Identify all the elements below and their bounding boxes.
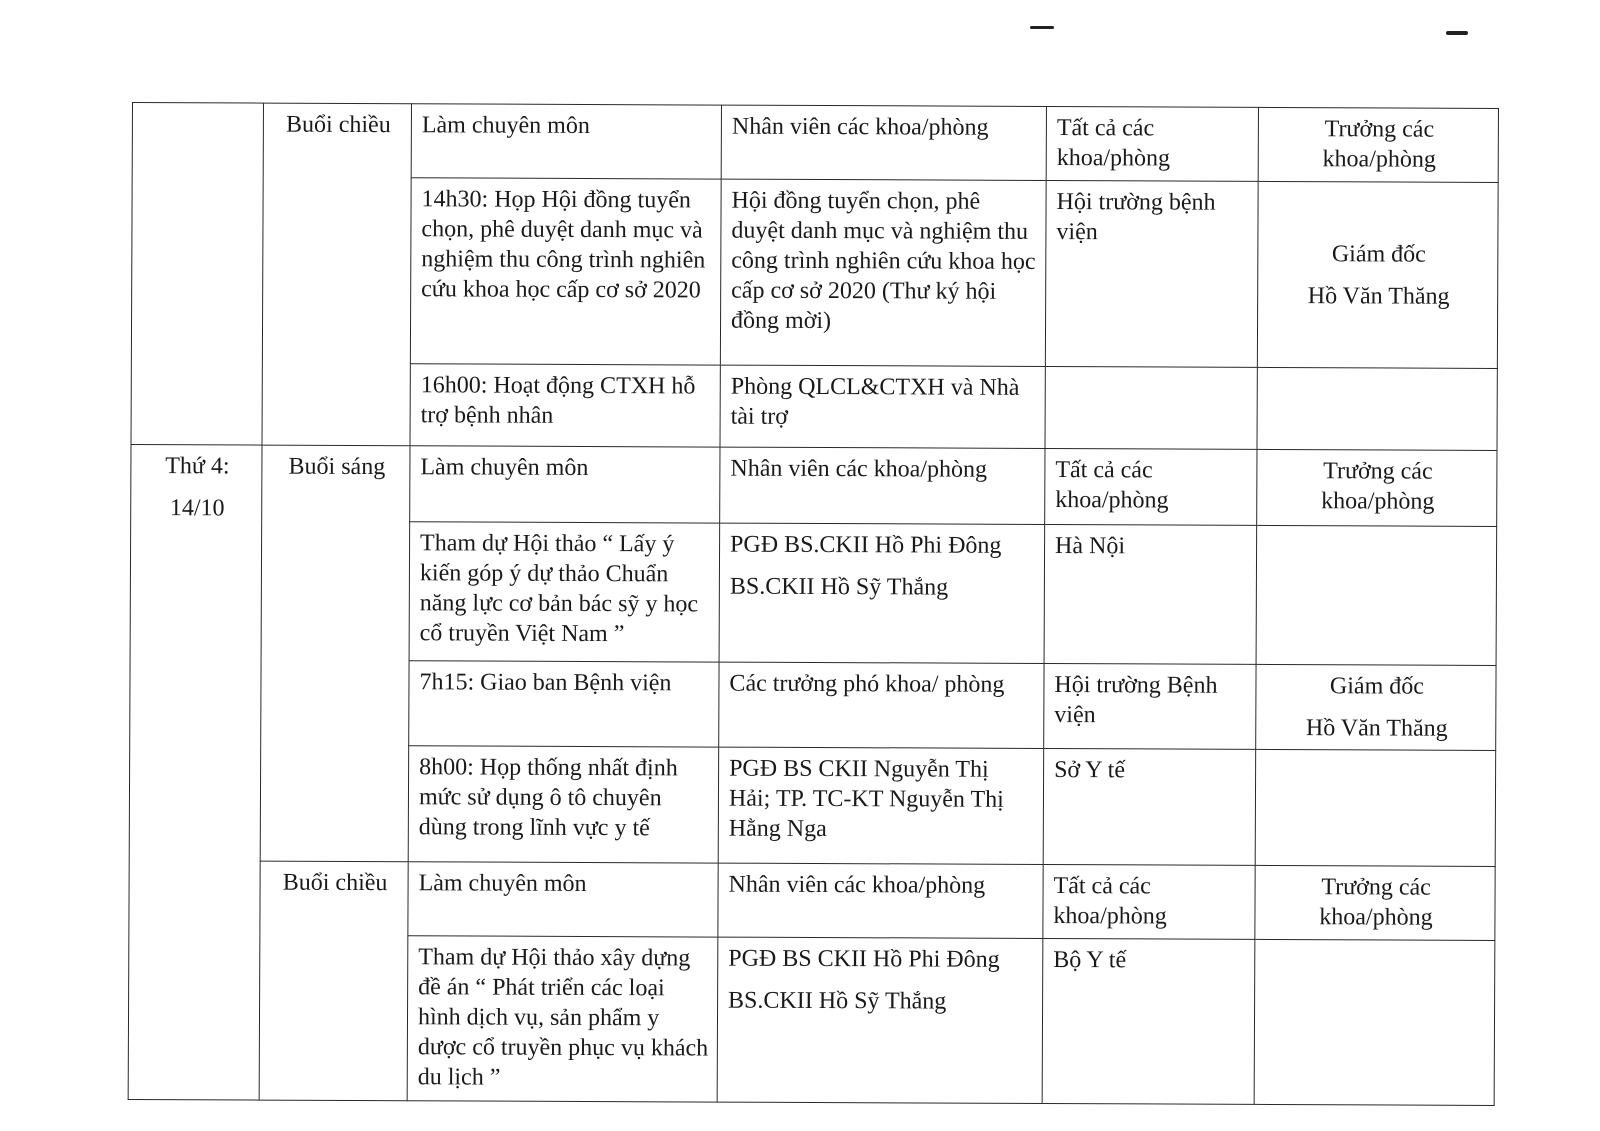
content-cell: Tham dự Hội thảo xây dựng đề án “ Phát triển các loại hình dịch vụ, sản phẩm y dược cổ truyền phục vụ khách du lịch ”: [407, 936, 718, 1102]
schedule-row: [129, 861, 1495, 941]
leader-title: Giám đốc: [1331, 241, 1426, 268]
leader-cell: [1256, 525, 1497, 665]
location-cell: Hội trường bệnh viện: [1045, 180, 1258, 367]
participants-cell: Hội đồng tuyển chọn, phê duyệt danh mục và nghiệm thu công trình nghiên cứu khoa học cấp cơ sở 2020 (Thư ký hội đồng mời): [720, 179, 1046, 367]
leader-cell: [1256, 664, 1496, 750]
location-cell: Hội trường Bệnh viện: [1044, 663, 1256, 749]
scan-mark: [1030, 26, 1054, 29]
schedule-row: [131, 444, 1497, 526]
content-cell: 8h00: Họp thống nhất định mức sử dụng ô tô chuyên dùng trong lĩnh vực y tế: [408, 745, 719, 863]
day-cell: [128, 444, 262, 1100]
leader-cell: Trưởng các khoa/phòng: [1258, 107, 1498, 182]
leader-cell: [1254, 940, 1495, 1106]
content-cell: Tham dự Hội thảo “ Lấy ý kiến góp ý dự thảo Chuẩn năng lực cơ bản bác sỹ y học cổ truyền Việt Nam ”: [409, 521, 720, 662]
schedule-table: [128, 102, 1499, 1106]
location-cell: [1045, 366, 1257, 449]
location-cell: Tất cả các khoa/phòng: [1043, 865, 1255, 940]
participant-line: PGĐ BS.CKII Hồ Phi Đông: [730, 531, 1002, 559]
content-cell: 16h00: Hoạt động CTXH hỗ trợ bệnh nhân: [410, 364, 720, 447]
participants-cell: Phòng QLCL&CTXH và Nhà tài trợ: [720, 365, 1045, 448]
content-cell: 7h15: Giao ban Bệnh viện: [409, 661, 719, 747]
day-cell-continued: [131, 103, 263, 445]
location-cell: Tất cả các khoa/phòng: [1046, 106, 1258, 181]
participant-line: BS.CKII Hồ Sỹ Thắng: [729, 573, 949, 601]
content-cell: Làm chuyên môn: [410, 446, 720, 523]
scan-mark: [1446, 31, 1468, 35]
leader-cell: Trưởng các khoa/phòng: [1257, 449, 1497, 526]
leader-name: Hồ Văn Thăng: [1305, 714, 1448, 742]
leader-cell: [1255, 749, 1496, 867]
content-cell: Làm chuyên môn: [411, 104, 721, 179]
schedule-row: [132, 103, 1498, 183]
leader-cell: [1257, 181, 1498, 368]
session-cell: Buổi chiều: [259, 862, 408, 1101]
day-date: 14/10: [169, 495, 225, 522]
participants-cell: [719, 523, 1045, 664]
leader-name: Hồ Văn Thăng: [1307, 283, 1450, 311]
session-cell: Buổi chiều: [262, 103, 411, 446]
leader-cell: [1257, 367, 1497, 450]
participant-line: PGĐ BS CKII Hồ Phi Đông: [728, 945, 1000, 973]
day-label: Thứ 4:: [165, 453, 230, 480]
participant-line: BS.CKII Hồ Sỹ Thắng: [728, 987, 947, 1015]
participants-cell: Nhân viên các khoa/phòng: [721, 105, 1046, 180]
session-cell: Buổi sáng: [260, 445, 410, 862]
participants-cell: Nhân viên các khoa/phòng: [720, 447, 1045, 524]
location-cell: Sở Y tế: [1043, 748, 1256, 866]
leader-cell: Trưởng các khoa/phòng: [1255, 866, 1495, 941]
location-cell: Bộ Y tế: [1042, 939, 1255, 1105]
participants-cell: PGĐ BS CKII Nguyễn Thị Hải; TP. TC-KT Nguyễn Thị Hằng Nga: [718, 747, 1044, 865]
content-cell: Làm chuyên môn: [408, 862, 718, 937]
content-cell: 14h30: Họp Hội đồng tuyển chọn, phê duyệt danh mục và nghiệm thu công trình nghiên cứu khoa học cấp cơ sở 2020: [410, 177, 721, 365]
leader-title: Giám đốc: [1329, 673, 1425, 700]
location-cell: Tất cả các khoa/phòng: [1045, 448, 1257, 525]
participants-cell: Nhân viên các khoa/phòng: [718, 864, 1043, 939]
participants-cell: [717, 937, 1043, 1103]
location-cell: Hà Nội: [1044, 524, 1257, 664]
participants-cell: Các trưởng phó khoa/ phòng: [719, 662, 1044, 748]
